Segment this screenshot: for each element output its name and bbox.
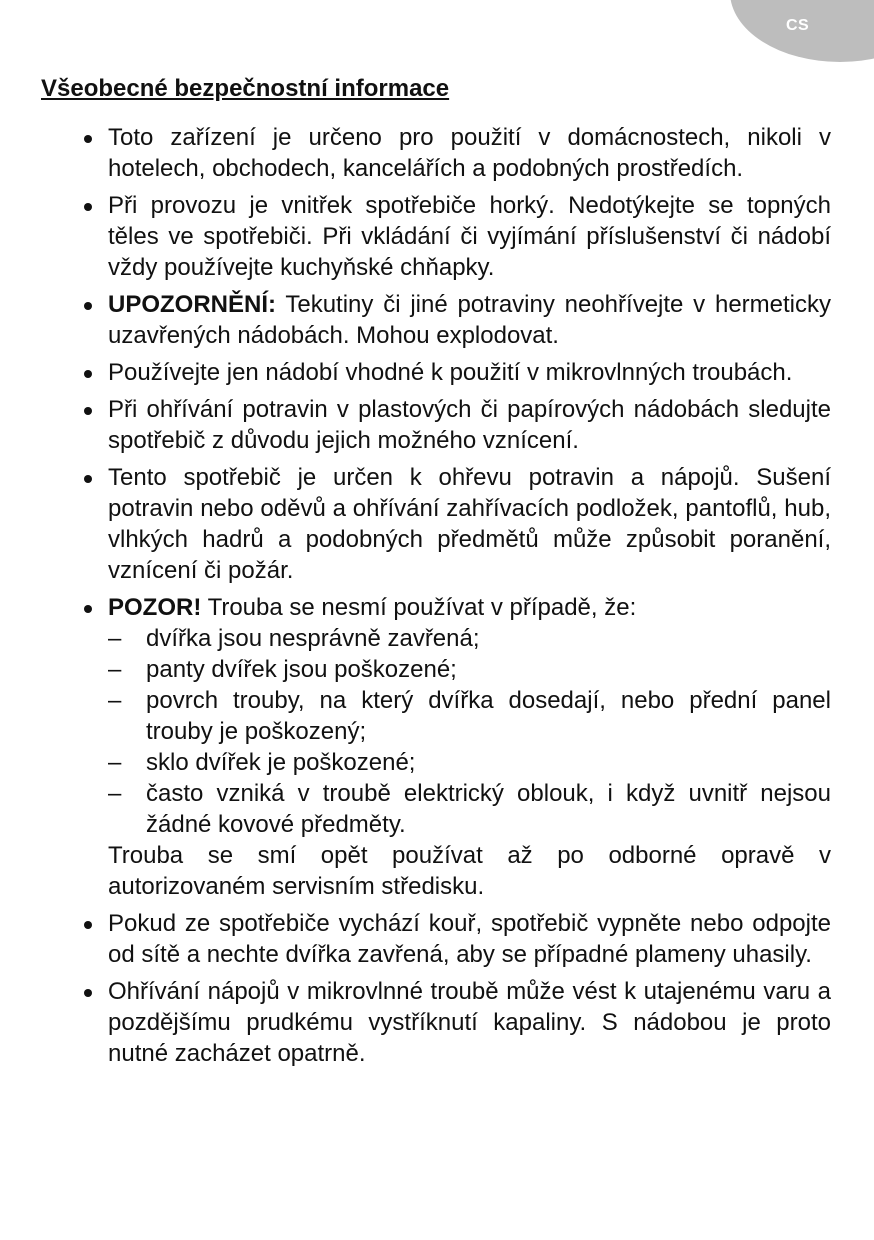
- condition-item: – panty dvířek jsou poškozené;: [108, 656, 457, 683]
- list-item: [108, 357, 831, 388]
- condition-item: – povrch trouby, na který dvířka dosedají, nebo přední panel trouby je poškozený;: [108, 687, 831, 745]
- bullet-icon: [84, 135, 92, 143]
- item-text: Toto zařízení je určeno pro použití v domácnostech, nikoli v hotelech, obchodech, kancelářích a podobných prostředích.: [108, 124, 831, 182]
- list-item: [108, 394, 831, 456]
- repair-note: Trouba se smí opět používat až po odborné opravě v autorizovaném servisním středisku.: [108, 842, 831, 900]
- list-item: [108, 976, 831, 1069]
- warning-label: UPOZORNĚNÍ:: [108, 291, 276, 318]
- item-text: Pokud ze spotřebiče vychází kouř, spotřebič vypněte nebo odpojte od sítě a nechte dvířka zavřená, aby se případné plameny uhasily.: [108, 910, 831, 968]
- item-text: Při provozu je vnitřek spotřebiče horký. Nedotýkejte se topných těles ve spotřebiči. Při vkládání či vyjímání příslušenství či nádobí vždy používejte kuchyňské chňapky.: [108, 192, 831, 281]
- caution-text: Trouba se nesmí používat v případě, že:: [201, 594, 637, 621]
- condition-item: – sklo dvířek je poškozené;: [108, 749, 416, 776]
- warning-text: Tekutiny či jiné potraviny neohřívejte v hermeticky uzavřených nádobách. Mohou explodovat.: [108, 291, 831, 349]
- list-item: [108, 122, 831, 184]
- item-text: [108, 289, 831, 351]
- condition-item: – často vzniká v troubě elektrický oblouk, i když uvnitř nejsou žádné kovové předměty.: [108, 780, 831, 838]
- dash-icon: –: [108, 656, 122, 683]
- list-item: [108, 289, 831, 351]
- bullet-icon: [84, 605, 92, 613]
- bullet-icon: [84, 203, 92, 211]
- list-item: [108, 908, 831, 970]
- safety-list: [108, 122, 831, 1069]
- list-item-pozor: [108, 592, 831, 902]
- list-item: [108, 462, 831, 586]
- item-text: Při ohřívání potravin v plastových či papírových nádobách sledujte spotřebič z důvodu jejich možného vznícení.: [108, 396, 831, 454]
- item-text: [108, 592, 831, 623]
- dash-icon: –: [108, 625, 122, 652]
- bullet-icon: [84, 407, 92, 415]
- bullet-icon: [84, 921, 92, 929]
- condition-list: [108, 623, 831, 840]
- page-title: Všeobecné bezpečnostní informace: [41, 75, 450, 102]
- language-label: CS: [786, 17, 810, 34]
- condition-item: – dvířka jsou nesprávně zavřená;: [108, 625, 480, 652]
- dash-icon: –: [108, 687, 122, 714]
- caution-label: POZOR!: [108, 594, 202, 621]
- list-item: [108, 190, 831, 283]
- dash-icon: –: [108, 780, 122, 807]
- bullet-icon: [84, 302, 92, 310]
- item-text: Tento spotřebič je určen k ohřevu potravin a nápojů. Sušení potravin nebo oděvů a ohřívání zahřívacích podložek, pantoflů, hub, vlhkých hadrů a podobných předmětů může způsobit poranění, vznícení či požár.: [108, 464, 831, 584]
- item-text: Ohřívání nápojů v mikrovlnné troubě může vést k utajenému varu a pozdějšímu prudkému vystříknutí kapaliny. S nádobou je proto nutné zacházet opatrně.: [108, 978, 831, 1067]
- bullet-icon: [84, 989, 92, 997]
- dash-icon: –: [108, 749, 122, 776]
- bullet-icon: [84, 475, 92, 483]
- item-text: Používejte jen nádobí vhodné k použití v mikrovlnných troubách.: [108, 359, 793, 386]
- bullet-icon: [84, 370, 92, 378]
